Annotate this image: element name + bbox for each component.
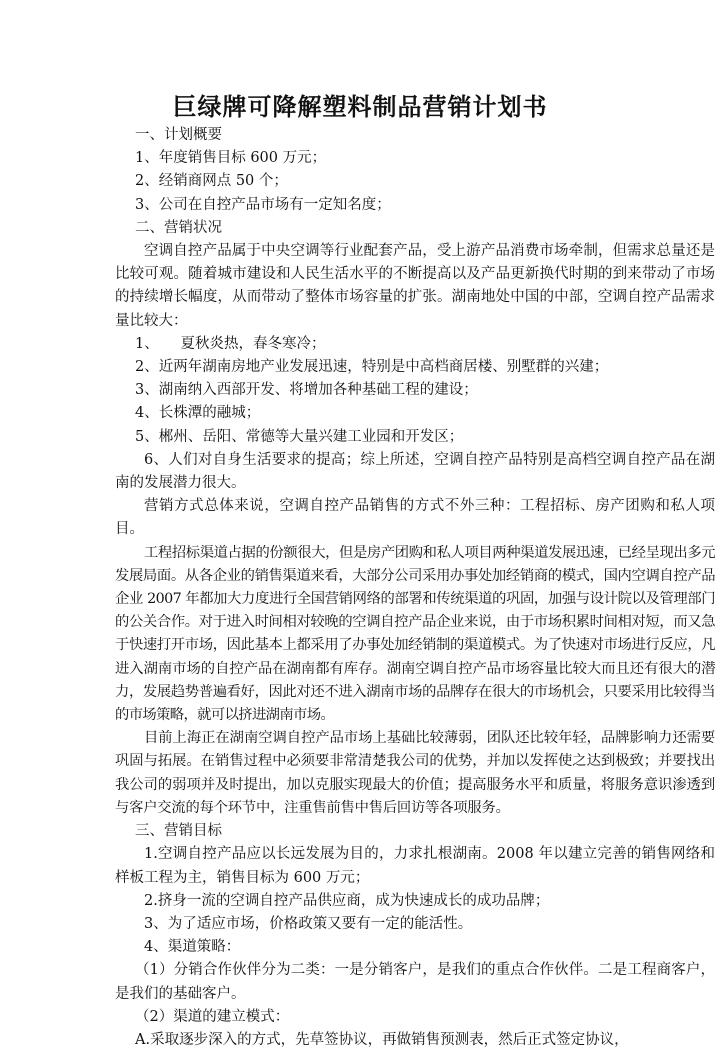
list-item: 2.挤身一流的空调自控产品供应商，成为快速成长的成功品牌； bbox=[144, 892, 550, 909]
list-item: 1、 夏秋炎热，春冬寒冷； bbox=[135, 335, 326, 352]
list-item: 3、为了适应市场，价格政策又要有一定的能活性。 bbox=[144, 915, 473, 932]
list-item: 3、湖南纳入西部开发、将增加各种基础工程的建设； bbox=[135, 382, 478, 399]
document-body bbox=[115, 124, 715, 1052]
section-heading-marketing-status: 二、营销状况 bbox=[135, 219, 222, 236]
list-item: （2）渠道的建立模式： bbox=[135, 1008, 290, 1025]
list-item: 1.空调自控产品应以长远发展为目的，力求扎根湖南。2008 年以建立完善的销售网络和样板工程为主，销售目标为 600 万元； bbox=[115, 846, 715, 886]
list-item: 5、郴州、岳阳、常德等大量兴建工业园和开发区； bbox=[135, 428, 464, 445]
list-item: 2、经销商网点 50 个； bbox=[135, 173, 288, 190]
section-heading-marketing-goals: 三、营销目标 bbox=[135, 823, 222, 840]
list-item: A.采取逐步深入的方式，先草签协议，再做销售预测表，然后正式签定协议， bbox=[135, 1031, 629, 1048]
document-title: 巨绿牌可降解塑料制品营销计划书 bbox=[172, 92, 548, 121]
list-item: （1）分销合作伙伴分为二类：一是分销客户，是我们的重点合作伙伴。二是工程商客户，是我们的基础客户。 bbox=[115, 962, 715, 1002]
paragraph: 空调自控产品属于中央空调等行业配套产品，受上游产品消费市场牵制，但需求总量还是比较可观。随着城市建设和人民生活水平的不断提高以及产品更新换代时期的到来带动了市场的持续增长幅度，从而带动了整体市场容量的扩张。湖南地处中国的中部，空调自控产品需求量比较大： bbox=[115, 243, 715, 329]
list-item: 4、渠道策略： bbox=[144, 939, 241, 956]
section-heading-plan-overview: 一、计划概要 bbox=[135, 127, 222, 143]
list-item: 2、近两年湖南房地产业发展迅速，特别是中高档商居楼、别墅群的兴建； bbox=[135, 359, 609, 376]
paragraph: 目前上海正在湖南空调自控产品市场上基础比较薄弱，团队还比较年轻，品牌影响力还需要巩固与拓展。在销售过程中必须要非常清楚我公司的优势，并加以发挥使之达到极致；并要找出我公司的弱项并及时提出，加以克服实现最大的价值；提高服务水平和质量，将服务意识渗透到与客户交流的每个环节中，注重售前售中售后回访等各项服务。 bbox=[115, 730, 715, 816]
list-item: 6、人们对自身生活要求的提高；综上所述，空调自控产品特别是高档空调自控产品在湖南的发展潜力很大。 bbox=[115, 451, 715, 492]
list-item: 4、长株潭的融城； bbox=[135, 405, 261, 422]
list-item: 3、公司在自控产品市场有一定知名度； bbox=[135, 196, 391, 213]
paragraph: 营销方式总体来说，空调自控产品销售的方式不外三种：工程招标、房产团购和私人项目。 bbox=[115, 498, 715, 538]
list-item: 1、年度销售目标 600 万元； bbox=[135, 150, 327, 167]
paragraph: 工程招标渠道占据的份额很大，但是房产团购和私人项目两种渠道发展迅速，已经呈现出多元发展局面。从各企业的销售渠道来看，大部分公司采用办事处加经销商的模式，国内空调自控产品企业 2007 年都加大力度进行全国营销网络的部署和传统渠道的巩固，加强与设计院以及管理部门的公关合作。对于进入时间相对较晚的空调自控产品企业来说，由于市场积累时间相对短，而又急于快速打开市场，因此基本上都采用了办事处加经销制的渠道模式。为了快速对市场进行反应，凡进入湖南市场的自控产品在湖南都有库存。湖南空调自控产品市场容量比较大而且还有很大的潜力，发展趋势普遍看好，因此对还不进入湖南市场的品牌存在很大的市场机会，只要采用比较得当的市场策略，就可以挤进湖南市场。 bbox=[115, 544, 715, 724]
